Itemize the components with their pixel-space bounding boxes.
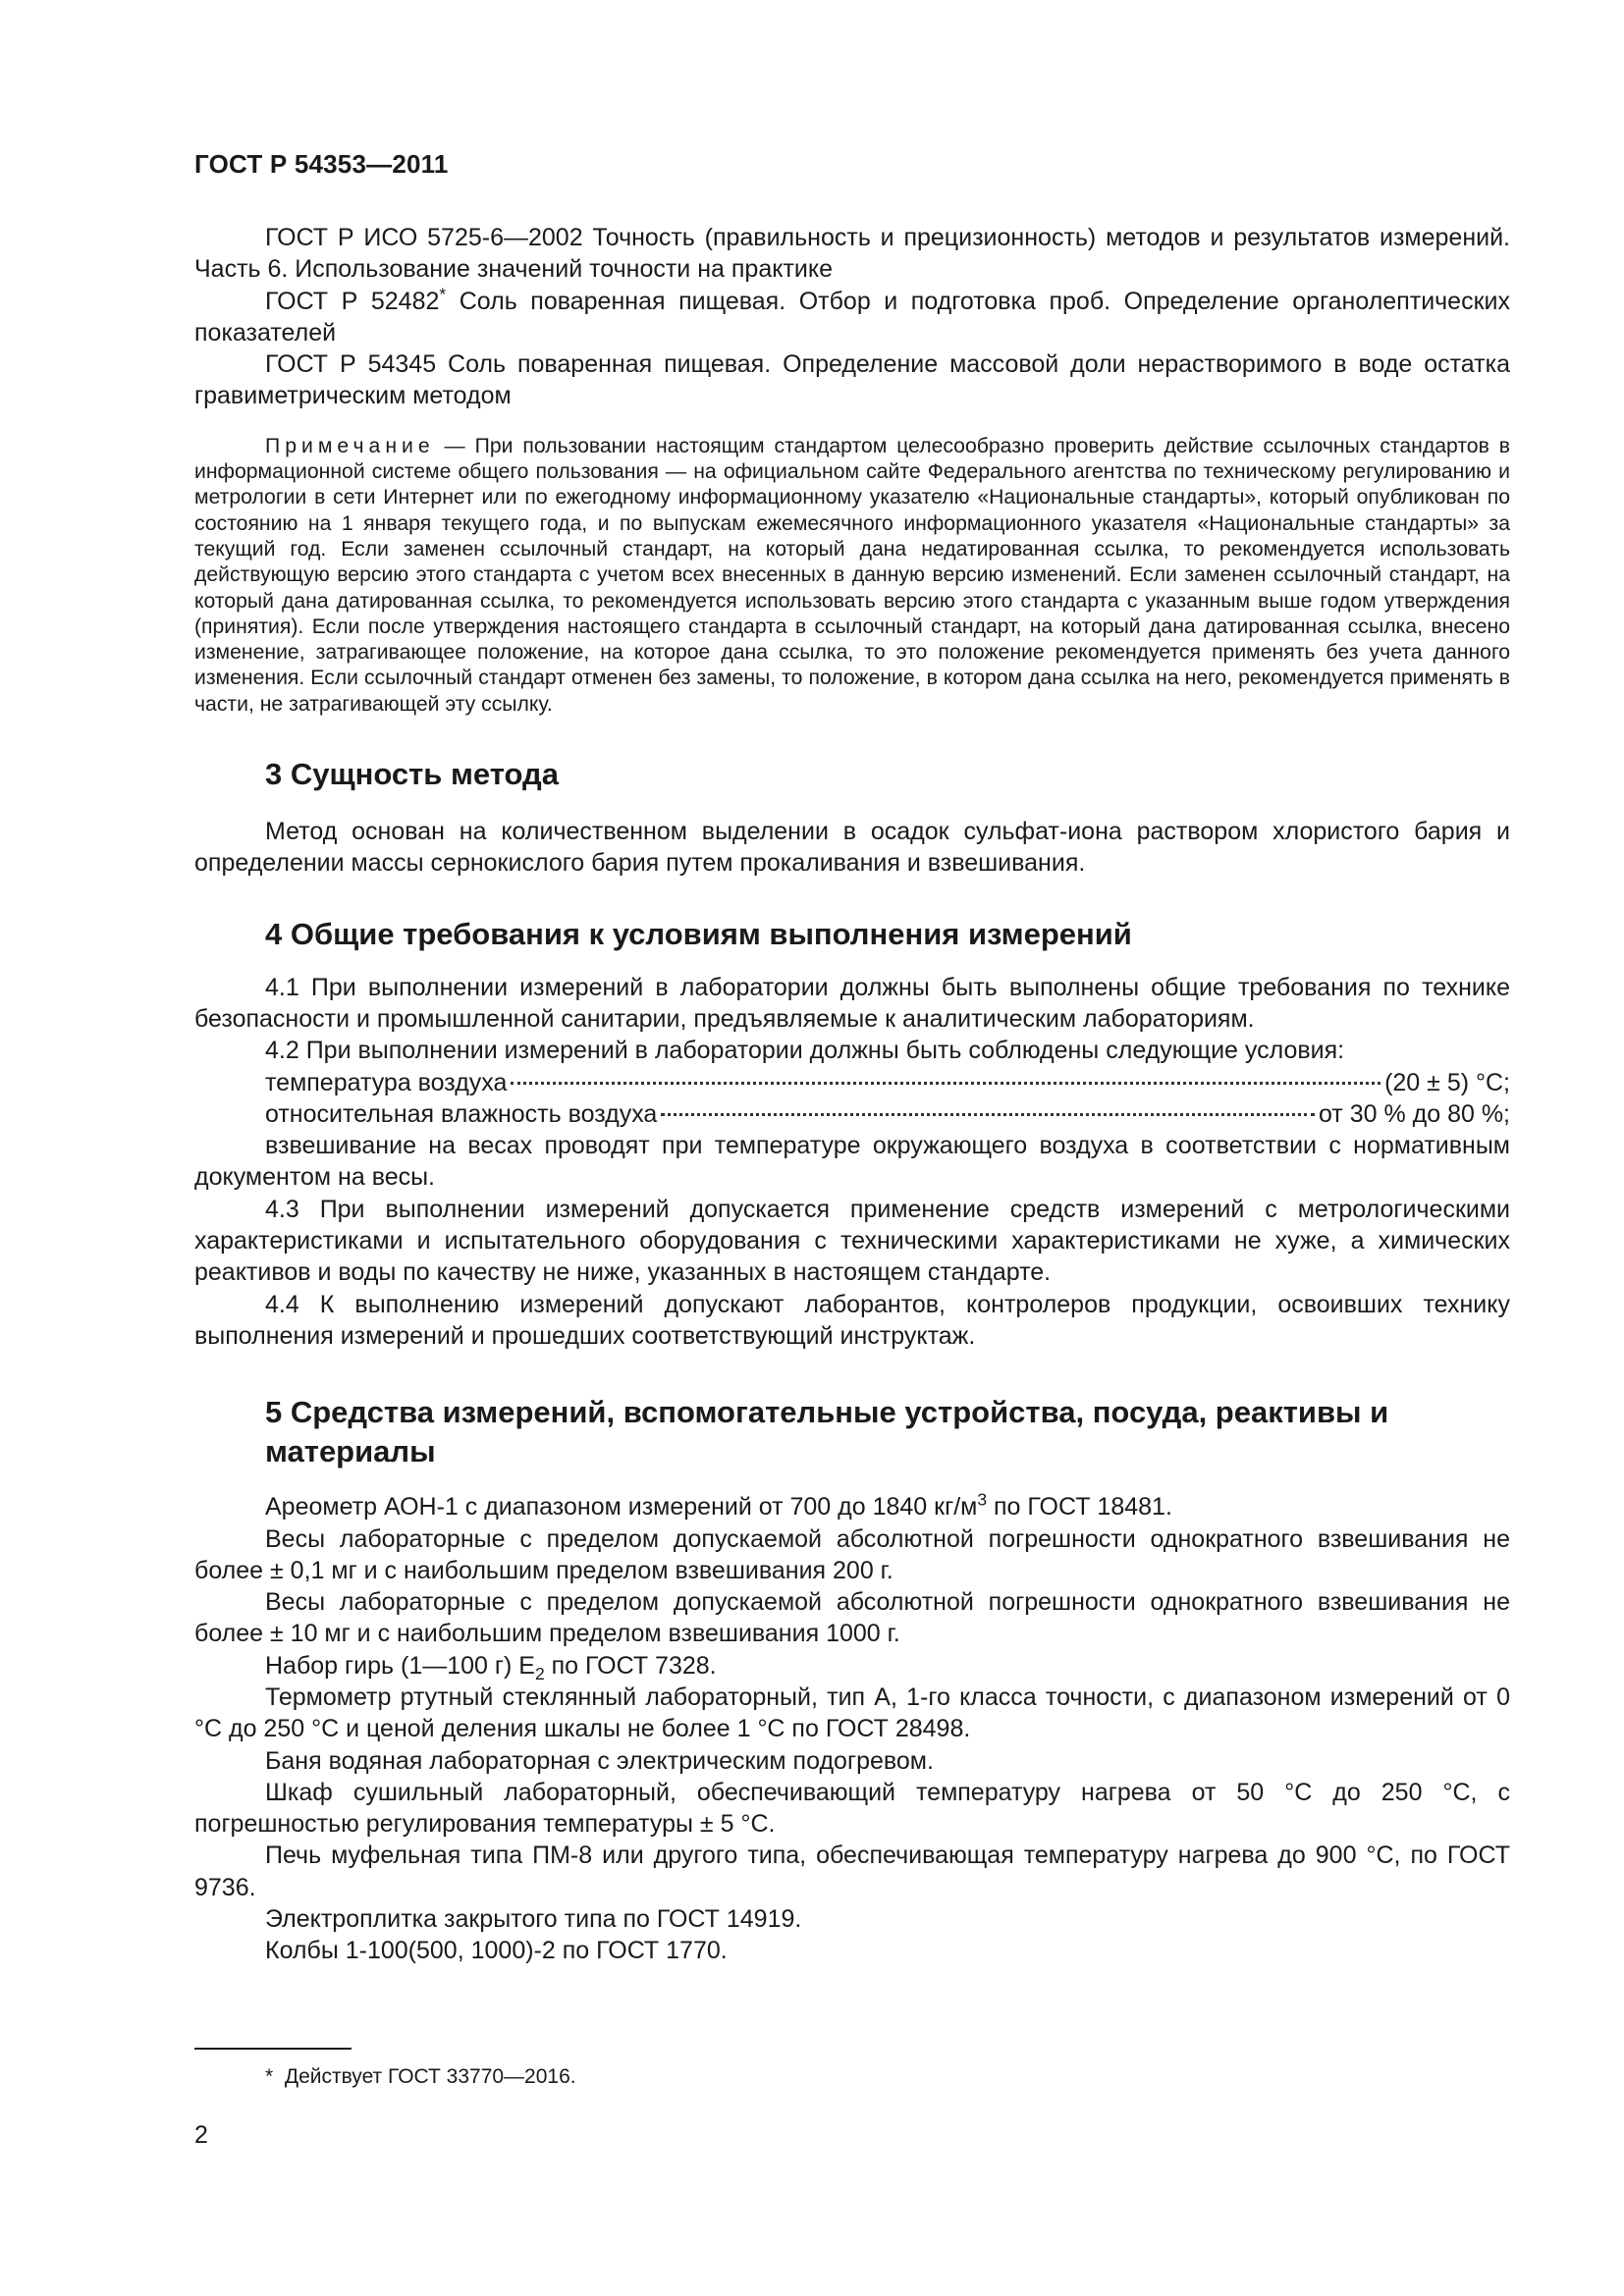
reference-gost-r-52482 <box>194 286 1510 349</box>
item-water-bath: Баня водяная лабораторная с электрическим подогревом. <box>265 1746 934 1775</box>
footnote <box>265 2065 576 2089</box>
note-text: — При пользовании настоящим стандартом целесообразно проверить действие ссылочных стандартов в информационной системе общего пользования — на официальном сайте Федерального агентства по техническому регулированию и метрологии в сети Интернет или по ежегодному информационному указателю «Национальные стандарты», который опубликован по состоянию на 1 января текущего года, и по выпускам ежемесячного информационного указателя «Национальные стандарты» за текущий год. Если заменен ссылочный стандарт, на который дана недатированная ссылка, то рекомендуется использовать действующую версию этого стандарта с учетом всех внесенных в данную версию изменений. Если заменен ссылочный стандарт, на который дана датированная ссылка, то рекомендуется использовать версию этого стандарта с указанным выше годом утверждения (принятия). Если после утверждения настоящего стандарта в ссылочный стандарт, на который дана датированная ссылка, внесено изменение, затрагивающее положение, на которое дана ссылка, то это положение рекомендуется применять без учета данного изменения. Если ссылочный стандарт отменен без замены, то положение, в котором дана ссылка на него, рекомендуется применять в части, не затрагивающей эту ссылку. <box>194 434 1510 716</box>
dot-leader <box>661 1113 1315 1116</box>
clause-4-4: 4.4 К выполнению измерений допускают лаборантов, контролеров продукции, освоивших технику выполнения измерений и прошедших соответствующий инструктаж. <box>194 1290 1510 1350</box>
subscript: 2 <box>534 1663 545 1683</box>
reference-code: ГОСТ Р 52482 <box>265 287 440 315</box>
section-4-heading: 4 Общие требования к условиям выполнения измерений <box>265 916 1132 951</box>
item-text: Набор гирь (1—100 г) Е <box>265 1651 535 1680</box>
item-hydrometer <box>194 1491 1510 1522</box>
clause-4-2: 4.2 При выполнении измерений в лаборатории должны быть соблюдены следующие условия: <box>265 1037 1345 1065</box>
footnote-mark: * <box>265 2065 274 2088</box>
clause-4-3: 4.3 При выполнении измерений допускается применение средств измерений с метрологическими характеристиками и испытательного оборудования с техническими характеристиками не хуже, а химических реактивов и воды по качеству не ниже, указанных в настоящем стандарте. <box>194 1195 1510 1287</box>
clause-4-2-weighing: взвешивание на весах проводят при температуре окружающего воздуха в соответствии с нормативным документом на весы. <box>194 1132 1510 1192</box>
condition-humidity <box>194 1098 1510 1130</box>
condition-value: (20 ± 5) °С; <box>1384 1068 1510 1096</box>
standard-header: ГОСТ Р 54353—2011 <box>194 149 449 179</box>
item-balance-1000g: Весы лабораторные с пределом допускаемой абсолютной погрешности однократного взвешивания не более ± 10 мг и с наибольшим пределом взвешивания 1000 г. <box>194 1588 1510 1648</box>
dot-leader <box>511 1082 1380 1085</box>
note-label: Примечание <box>265 434 435 457</box>
superscript: 3 <box>977 1489 988 1510</box>
section-3-text: Метод основан на количественном выделении в осадок сульфат-иона раствором хлористого бария и определении массы сернокислого бария путем прокаливания и взвешивания. <box>194 818 1510 878</box>
condition-temperature <box>194 1067 1510 1098</box>
item-weights-set <box>194 1650 1510 1682</box>
reference-gost-r-iso-5725-6: ГОСТ Р ИСО 5725-6—2002 Точность (правильность и прецизионность) методов и результатов измерений. Часть 6. Использование значений точности на практике <box>194 224 1510 284</box>
reference-title: Соль поваренная пищевая. Отбор и подготовка проб. Определение органолептических показателей <box>194 287 1510 347</box>
item-text: Ареометр АОН-1 с диапазоном измерений от 700 до 1840 кг/м <box>265 1493 978 1522</box>
note-block <box>194 434 1510 718</box>
clause-4-1: 4.1 При выполнении измерений в лаборатории должны быть выполнены общие требования по технике безопасности и промышленной санитарии, предъявляемые к аналитическим лабораториям. <box>194 973 1510 1033</box>
footnote-divider <box>194 2048 352 2050</box>
item-flasks: Колбы 1-100(500, 1000)-2 по ГОСТ 1770. <box>265 1937 728 1965</box>
section-5-heading: 5 Средства измерений, вспомогательные устройства, посуда, реактивы и материалы <box>265 1395 1389 1469</box>
page-number: 2 <box>194 2121 208 2149</box>
section-3-heading: 3 Сущность метода <box>265 757 559 792</box>
item-drying-oven: Шкаф сушильный лабораторный, обеспечивающий температуру нагрева от 50 °С до 250 °С, с погрешностью регулирования температуры ± 5 °С. <box>194 1778 1510 1839</box>
footnote-mark: * <box>439 284 447 304</box>
item-text: по ГОСТ 18481. <box>987 1493 1172 1522</box>
footnote-text: Действует ГОСТ 33770—2016. <box>284 2065 576 2088</box>
reference-gost-r-54345: ГОСТ Р 54345 Соль поваренная пищевая. Определение массовой доли нерастворимого в воде остатка гравиметрическим методом <box>194 350 1510 410</box>
main-content <box>194 222 1510 1967</box>
item-muffle-furnace: Печь муфельная типа ПМ-8 или другого типа, обеспечивающая температуру нагрева до 900 °С, по ГОСТ 9736. <box>194 1842 1510 1901</box>
item-thermometer: Термометр ртутный стеклянный лабораторный, тип А, 1-го класса точности, с диапазоном измерений от 0 °С до 250 °С и ценой деления шкалы не более 1 °С по ГОСТ 28498. <box>194 1682 1510 1743</box>
item-hotplate: Электроплитка закрытого типа по ГОСТ 14919. <box>265 1905 802 1934</box>
condition-label: температура воздуха <box>265 1068 508 1096</box>
condition-value: от 30 % до 80 %; <box>1318 1099 1510 1128</box>
item-balance-200g: Весы лабораторные с пределом допускаемой абсолютной погрешности однократного взвешивания не более ± 0,1 мг и с наибольшим пределом взвешивания 200 г. <box>194 1524 1510 1584</box>
item-text: по ГОСТ 7328. <box>544 1651 717 1680</box>
condition-label: относительная влажность воздуха <box>265 1099 658 1128</box>
